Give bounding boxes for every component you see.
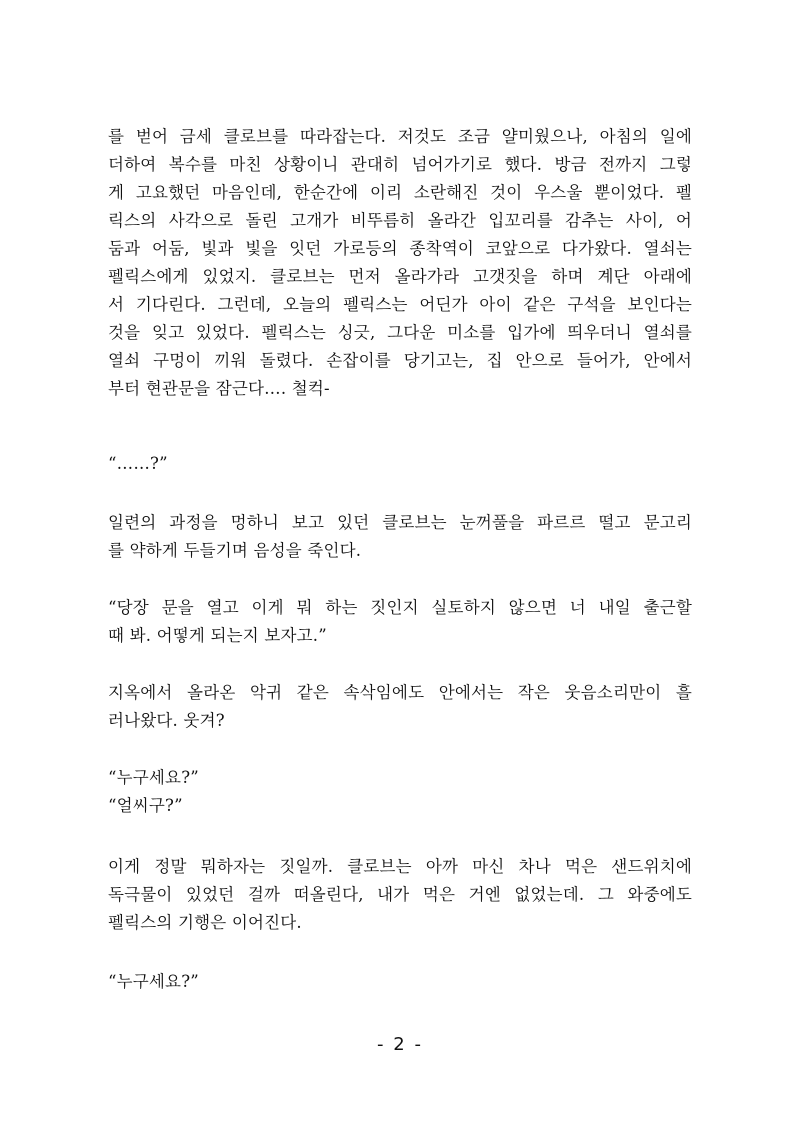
text-line: 둠과 어둠, 빛과 빛을 잇던 가로등의 종착역이 코앞으로 다가왔다. 열쇠는 — [108, 239, 692, 258]
text-line: “당장 문을 열고 이게 뭐 하는 짓인지 실토하지 않으면 너 내일 출근할 — [108, 598, 692, 617]
text-line: 것을 잊고 있었다. 펠릭스는 싱긋, 그다운 미소를 입가에 띄우더니 열쇠를 — [108, 323, 692, 342]
narrative-paragraph — [108, 853, 692, 937]
narrative-paragraph — [108, 509, 692, 565]
dialogue-paragraph — [108, 594, 692, 650]
page-number: - 2 - — [377, 1034, 423, 1055]
dialogue-paragraph — [108, 450, 692, 478]
text-line: 서 기다린다. 그런데, 오늘의 펠릭스는 어딘가 아이 같은 구석을 보인다는 — [108, 295, 692, 314]
text-line: 릭스의 사각으로 돌린 고개가 비뚜름히 올라간 입꼬리를 감추는 사이, 어 — [108, 211, 692, 230]
dialogue-paragraph — [108, 764, 692, 792]
text-line: 러나왔다. 웃겨? — [108, 711, 225, 730]
text-line: “얼씨구?” — [108, 796, 183, 815]
text-line: 게 고요했던 마음인데, 한순간에 이리 소란해진 것이 우스울 뿐이었다. 펠 — [108, 183, 692, 202]
text-line: 더하여 복수를 마친 상황이니 관대히 넘어가기로 했다. 방금 전까지 그렇 — [108, 155, 692, 174]
dialogue-paragraph — [108, 792, 692, 820]
narrative-paragraph — [108, 679, 692, 735]
text-line: “누구세요?” — [108, 768, 199, 787]
text-line: “……?” — [108, 454, 168, 473]
text-line: 지옥에서 올라온 악귀 같은 속삭임에도 안에서는 작은 웃음소리만이 흘 — [108, 683, 692, 702]
narrative-paragraph — [108, 123, 692, 403]
text-line: “누구세요?” — [108, 972, 199, 991]
text-line: 펠릭스의 기행은 이어진다. — [108, 913, 302, 932]
text-line: 이게 정말 뭐하자는 짓일까. 클로브는 아까 마신 차나 먹은 샌드위치에 — [108, 857, 692, 876]
text-line: 독극물이 있었던 걸까 떠올린다, 내가 먹은 거엔 없었는데. 그 와중에도 — [108, 885, 692, 904]
text-line: 때 봐. 어떻게 되는지 보자고.” — [108, 626, 327, 645]
text-line: 열쇠 구멍이 끼워 돌렸다. 손잡이를 당기고는, 집 안으로 들어가, 안에서 — [108, 351, 692, 370]
text-line: 펠릭스에게 있었지. 클로브는 먼저 올라가라 고갯짓을 하며 계단 아래에 — [108, 267, 692, 286]
dialogue-paragraph — [108, 968, 692, 996]
text-line: 부터 현관문을 잠근다…. 철컥- — [108, 379, 330, 398]
text-line: 를 약하게 두들기며 음성을 죽인다. — [108, 541, 362, 560]
text-line: 를 벋어 금세 클로브를 따라잡는다. 저것도 조금 얄미웠으나, 아침의 일에 — [108, 127, 692, 146]
text-line: 일련의 과정을 멍하니 보고 있던 클로브는 눈꺼풀을 파르르 떨고 문고리 — [108, 513, 692, 532]
